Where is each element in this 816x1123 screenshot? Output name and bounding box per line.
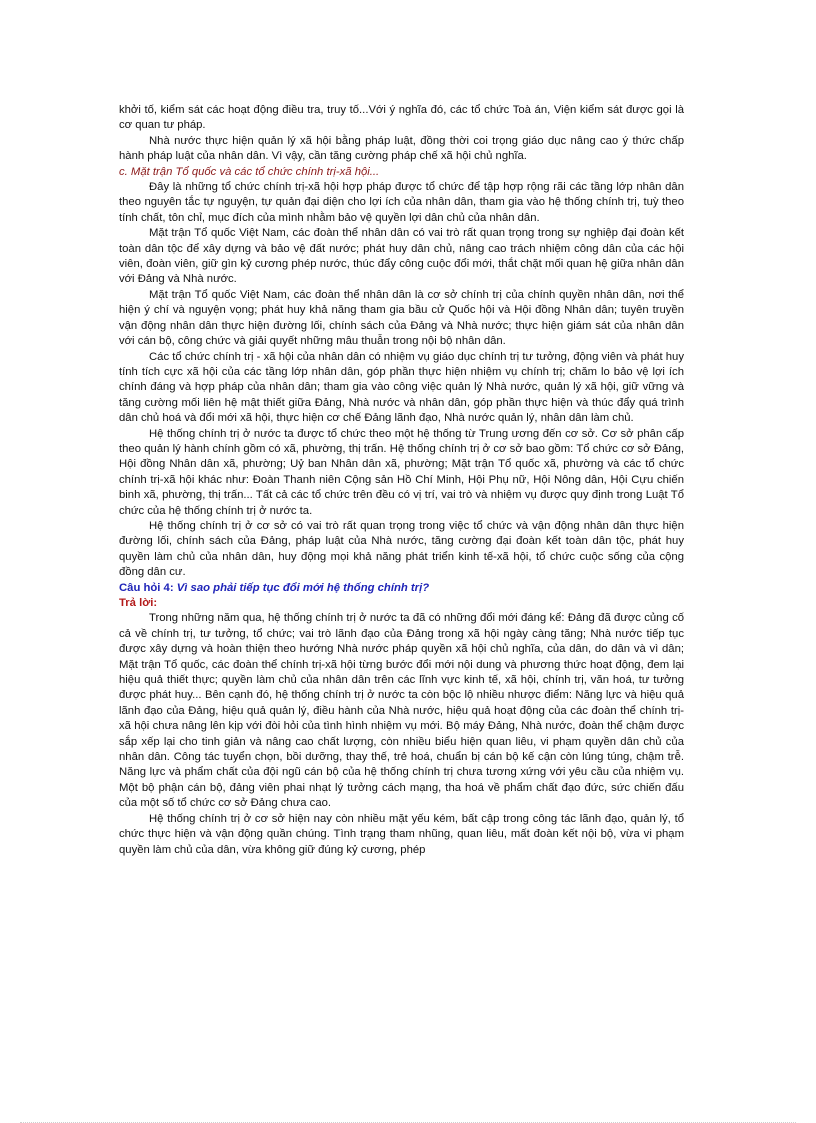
paragraph-law-education: Nhà nước thực hiện quản lý xã hội bằng pháp luật, đồng thời coi trọng giáo dục nâng cao ý thức chấp hành pháp luật của nhân dân. Vì vậy, cần tăng cường pháp chế xã hội chủ nghĩa. xyxy=(119,134,684,163)
paragraph-body: Mặt trận Tổ quốc Việt Nam, các đoàn thể nhân dân có vai trò rất quan trọng trong sự nghiệp đại đoàn kết toàn dân tộc để xây dựng và bảo vệ đất nước; phát huy dân chủ, nâng cao trách nhiệm công dân của các hội viên, đoàn viên, giữ gìn kỷ cương phép nước, thúc đẩy công cuộc đổi mới, thắt chặt mối quan hệ giữa nhân dân với Đảng và Nhà nước. xyxy=(119,227,684,286)
paragraph-continuation: khởi tố, kiểm sát các hoạt động điều tra, truy tố...Với ý nghĩa đó, các tổ chức Toà án, Viện kiểm sát được gọi là cơ quan tư pháp. xyxy=(119,104,684,132)
answer-paragraph: Trong những năm qua, hệ thống chính trị ở nước ta đã có những đổi mới đáng kể: Đảng đã được củng cố cả về chính trị, tư tưởng, tổ chức; vai trò lãnh đạo của Đảng trong xã hội ngày càng tăng; Nhà nước tiếp tục được xây dựng và hoàn thiện theo hướng Nhà nước pháp quyền xã hội chủ nghĩa, của dân, do dân và vì dân; Mặt trận Tổ quốc, các đoàn thể chính trị-xã hội từng bước đổi mới nội dung và phương thức hoạt động, đem lại hiệu quả thiết thực; quyền làm chủ của nhân dân trên các lĩnh vực kinh tế, xã hội, chính trị, văn hoá, tư tưởng được phát huy... Bên cạnh đó, hệ thống chính trị ở nước ta còn bộc lộ nhiều nhược điểm: Năng lực và hiệu quả lãnh đạo của Đảng, hiệu quả quản lý, điều hành của Nhà nước, hiệu quả hoạt động của các đoàn thể chính trị-xã hội chưa nâng lên kịp với đòi hỏi của tình hình nhiệm vụ mới. Bộ máy Đảng, Nhà nước, đoàn thể chậm được sắp xếp lại cho tinh giản và nâng cao chất lượng, còn nhiều biểu hiện quan liêu, vi phạm quyền dân chủ của nhân dân. Công tác tuyển chọn, bồi dưỡng, thay thế, trẻ hoá, chuẩn bị cán bộ kế cận còn lúng túng, chậm trễ. Năng lực và phẩm chất của đội ngũ cán bộ của hệ thống chính trị chưa tương xứng với yêu cầu của nhiệm vụ. Một bộ phận cán bộ, đảng viên phai nhạt lý tưởng cách mạng, tha hoá về phẩm chất đạo đức, sức chiến đấu của một số tổ chức cơ sở Đảng chưa cao. xyxy=(119,612,684,810)
answer-paragraph: Hệ thống chính trị ở cơ sở hiện nay còn nhiều mặt yếu kém, bất cập trong công tác lãnh đạo, quản lý, tổ chức thực hiện và vận động quần chúng. Tình trạng tham nhũng, quan liêu, mất đoàn kết nội bộ, vừa vi phạm quyền làm chủ của dân, vừa không giữ đúng kỷ cương, phép xyxy=(119,812,684,856)
document-page xyxy=(119,103,684,858)
answer-label: Trả lời: xyxy=(119,597,158,609)
paragraph-body: Đây là những tổ chức chính trị-xã hội hợp pháp được tổ chức để tập hợp rộng rãi các tầng lớp nhân dân theo nguyên tắc tự nguyện, tự quản đại diện cho lợi ích của nhân dân, tham gia vào hệ thống chính trị, tuỳ theo tính chất, tôn chỉ, mục đích của mình nhằm bảo vệ quyền lợi dân chủ của nhân dân. xyxy=(119,181,684,224)
paragraph-body: Hệ thống chính trị ở cơ sở có vai trò rất quan trọng trong việc tổ chức và vận động nhân dân thực hiện đường lối, chính sách của Đảng, pháp luật của Nhà nước, tăng cường đại đoàn kết toàn dân tộc, phát huy quyền làm chủ của nhân dân, huy động mọi khả năng phát triển kinh tế-xã hội, tổ chức cuộc sống của cộng đồng dân cư. xyxy=(119,519,684,579)
paragraph-body: Các tổ chức chính trị - xã hội của nhân dân có nhiệm vụ giáo dục chính trị tư tưởng, động viên và phát huy tính tích cực xã hội của các tầng lớp nhân dân, góp phần thực hiện nhiệm vụ chính trị; chăm lo bảo vệ lợi ích chính đáng và hợp pháp của nhân dân; tham gia vào công việc quản lý Nhà nước, quản lý xã hội, giữ vững và tăng cường mối liên hệ mật thiết giữa Đảng, Nhà nước và nhân dân, góp phần thực hiện và thúc đẩy quá trình dân chủ hoá và đổi mới xã hội, thực hiện cơ chế Đảng lãnh đạo, Nhà nước quản lý, nhân dân làm chủ. xyxy=(119,350,684,425)
paragraph-body: Hệ thống chính trị ở nước ta được tổ chức theo một hệ thống từ Trung ương đến cơ sở. Cơ sở phân cấp theo quản lý hành chính gồm có xã, phường, thị trấn. Hệ thống chính trị ở cơ sở bao gồm: Tổ chức cơ sở Đảng, Hội đồng Nhân dân xã, phường; Uỷ ban Nhân dân xã, phường; Mặt trận Tổ quốc xã, phường và các tổ chức chính trị-xã hội khác như: Đoàn Thanh niên Cộng sản Hồ Chí Minh, Hội Phụ nữ, Hội Nông dân, Hội Cựu chiến binh xã, phường, thị trấn... Tất cả các tổ chức trên đều có vị trí, vai trò và nhiệm vụ được quy định trong Luật Tổ chức của hệ thống chính trị ở nước ta. xyxy=(119,427,684,517)
section-subheading: c. Mặt trận Tổ quốc và các tổ chức chính trị-xã hội... xyxy=(119,165,380,178)
question-heading xyxy=(119,581,684,596)
paragraph-body: Mặt trận Tổ quốc Việt Nam, các đoàn thể nhân dân là cơ sở chính trị của chính quyền nhân dân, nơi thể hiện ý chí và nguyện vọng; phát huy khả năng tham gia bầu cử Quốc hội và Hội đồng Nhân dân; tuyên truyền vận động nhân dân thực hiện đường lối, chính sách của Đảng và Nhà nước; thực hiện giám sát của nhân dân với cán bộ, công chức và giải quyết những mâu thuẫn trong nội bộ nhân dân. xyxy=(119,288,684,348)
question-text: Vì sao phải tiếp tục đổi mới hệ thống chính trị? xyxy=(176,581,430,594)
question-label: Câu hỏi 4: xyxy=(119,581,177,594)
